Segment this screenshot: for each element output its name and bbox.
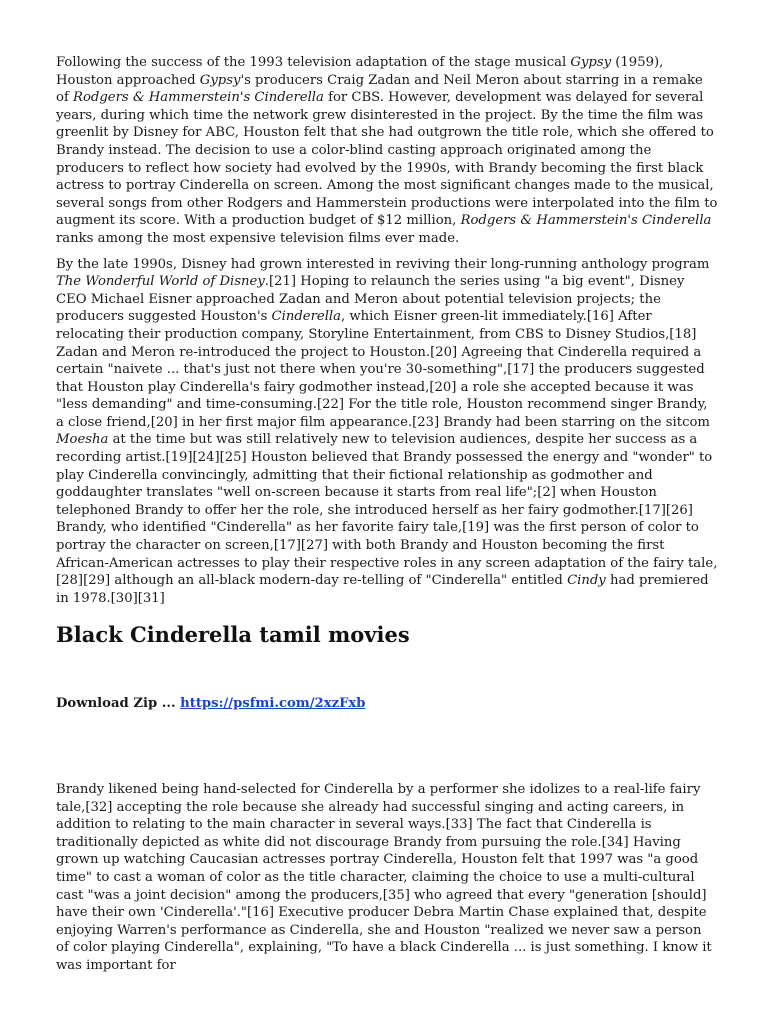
italic-title: Rodgers & Hammerstein's Cinderella: [73, 90, 324, 106]
article-body: [56, 54, 718, 975]
text-span: had premiered in 1978.[30][31]: [56, 573, 709, 606]
download-link[interactable]: https://psfmi.com/2xzFxb: [180, 696, 366, 712]
text-span: at the time but was still relatively new to television audiences, despite her success as a recording artist.[19][24][25] Houston believed that Brandy possessed the energy and "wonder" to play Cinderella convincingly, admitting that their fictional relationship as godmother and goddaughter translates "well on-screen because it starts from real life";[2] when Houston telephoned Brandy to offer her the role, she introduced herself as her fairy godmother.[17][26] Brandy, who identified "Cinderella" as her favorite fairy tale,[19] was the first person of color to portray the character on screen,[17][27] with both Brandy and Houston becoming the first African-American actresses to play their respective roles in any screen adaptation of the fairy tale,[28][29] although an all-black modern-day re-telling of "Cinderella" entitled: [56, 432, 718, 589]
paragraph-disney-revival: [56, 256, 718, 608]
italic-title: Cindy: [567, 573, 606, 589]
italic-title: Gypsy: [199, 72, 241, 88]
italic-title: Moesha: [56, 432, 109, 448]
text-span: , which Eisner green-lit immediately.[16] After relocating their production company, Storyline Entertainment, from CBS to Disney Studios,[18] Zadan and Meron re-introduced the project to Houston.[20] Agreeing that Cinderella required a certain "naivete ... that's just not there when you're 30-something",[17] the producers suggested that Houston play Cinderella's fairy godmother instead,[20] a role she accepted because it was "less demanding" and time-consuming.[22] For the title role, Houston recommend singer Brandy, a close friend,[20] in her first major film appearance.[23] Brandy had been starring on the sitcom: [56, 309, 710, 430]
text-span: 's producers Craig Zadan and Neil Meron about starring in a remake of: [56, 72, 703, 106]
text-span: ranks among the most expensive television films ever made.: [56, 230, 460, 246]
download-line: [56, 695, 718, 713]
paragraph-gypsy-remake: [56, 54, 718, 248]
italic-title: The Wonderful World of Disney: [56, 274, 265, 290]
download-label: Download Zip ...: [56, 696, 181, 712]
paragraph-brandy-casting: Brandy likened being hand-selected for Cinderella by a performer she idolizes to a real-life fairy tale,[32] accepting the role because she already had successful singing and acting careers, in addition to relating to the main character in several ways.[33] The fact that Cinderella is traditionally depicted as white did not discourage Brandy from pursuing the role.[34] Having grown up watching Caucasian actresses portray Cinderella, Houston felt that 1997 was "a good time" to cast a woman of color as the title character, claiming the choice to use a multi-cultural cast "was a joint decision" among the producers,[35] who agreed that every "generation [should] have their own 'Cinderella'."[16] Executive producer Debra Martin Chase explained that, despite enjoying Warren's performance as Cinderella, she and Houston "realized we never saw a person of color playing Cinderella", explaining, "To have a black Cinderella ... is just something. I know it was important for: [56, 782, 712, 973]
section-heading: Black Cinderella tamil movies: [56, 622, 410, 648]
italic-title: Cinderella: [271, 309, 342, 325]
text-span: Following the success of the 1993 television adaptation of the stage musical: [56, 55, 571, 70]
text-span: By the late 1990s, Disney had grown interested in reviving their long-running anthology program: [56, 256, 710, 272]
text-span: .[21] Hoping to relaunch the series using "a big event", Disney CEO Michael Eisner approached Zadan and Meron about potential television projects; the producers suggested Houston's: [56, 274, 685, 325]
text-span: (1959), Houston approached: [56, 55, 664, 88]
text-span: for CBS. However, development was delayed for several years, during which time the network grew disinterested in the project. By the time the film was greenlit by Disney for ABC, Houston felt that she had outgrown the title role, which she offered to Brandy instead. The decision to use a color-blind casting approach originated among the producers to reflect how society had evolved by the 1990s, with Brandy becoming the first black actress to portray Cinderella on screen. Among the most significant changes made to the musical, several songs from other Rodgers and Hammerstein productions were interpolated into the film to augment its score. With a production budget of $12 million,: [56, 90, 718, 229]
italic-title: Rodgers & Hammerstein's Cinderella: [460, 213, 712, 229]
italic-title: Gypsy: [570, 55, 612, 70]
